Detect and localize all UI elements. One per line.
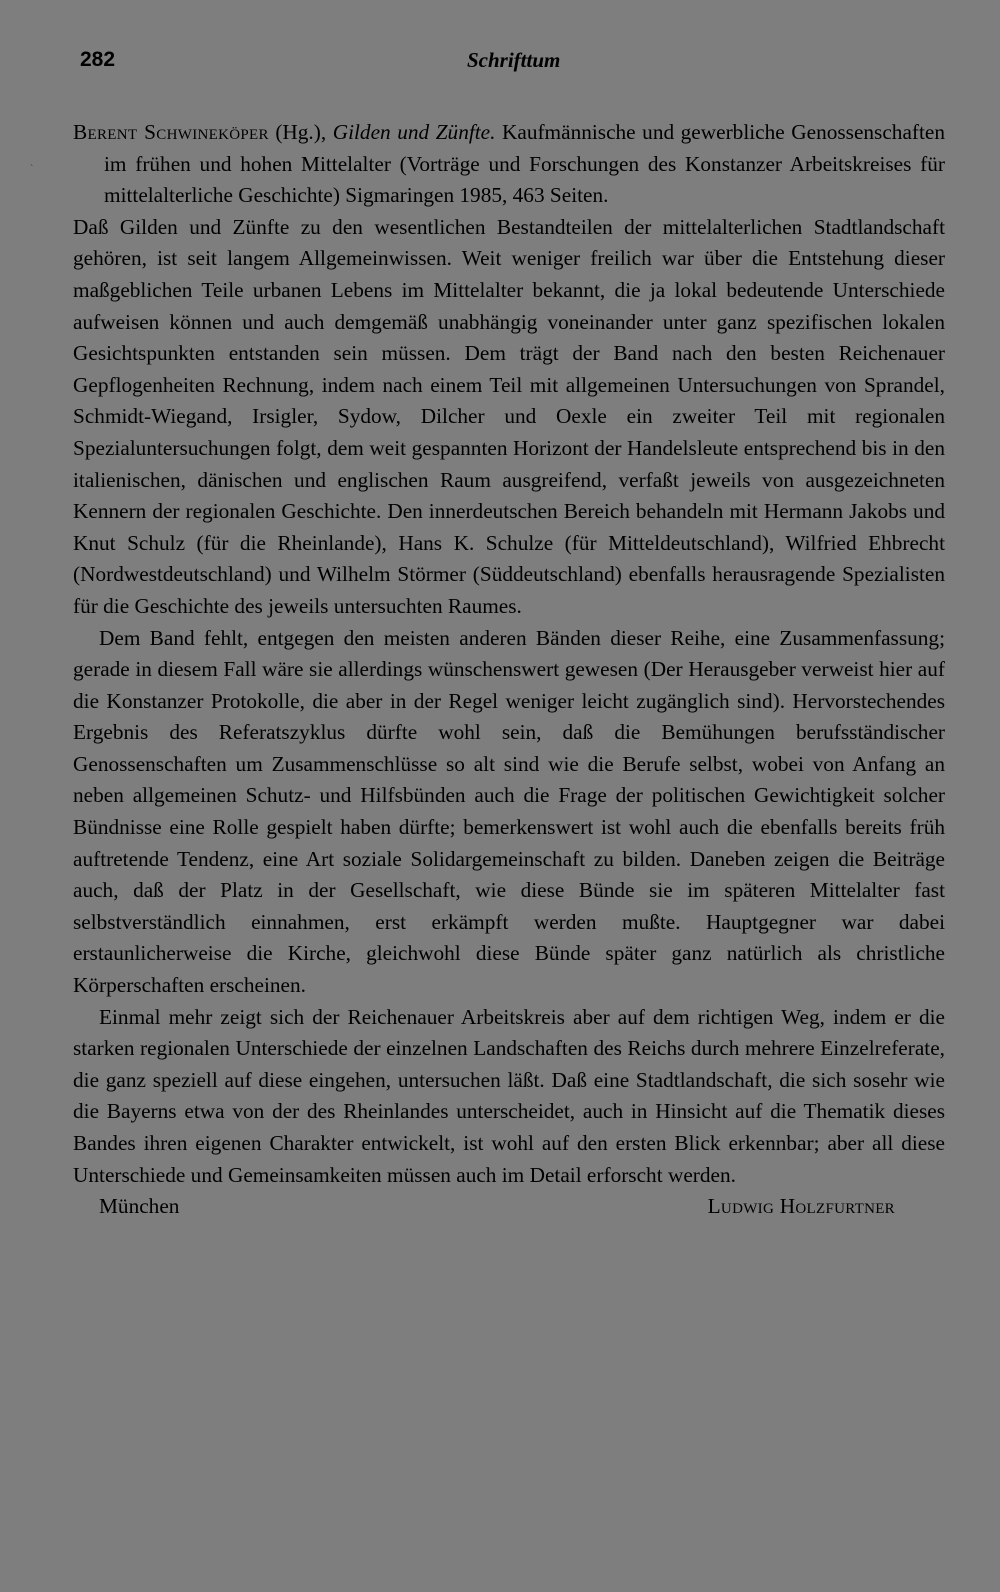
citation-editor-note: (Hg.), bbox=[268, 120, 333, 144]
scan-speck: ` bbox=[30, 164, 34, 175]
review-body bbox=[73, 117, 945, 1223]
page-header bbox=[80, 48, 940, 78]
review-signature bbox=[73, 1191, 945, 1223]
running-title: Schrifttum bbox=[467, 48, 561, 72]
signature-place: München bbox=[99, 1194, 180, 1219]
citation-author: Berent Schwineköper bbox=[73, 120, 269, 144]
page-number: 282 bbox=[80, 48, 116, 71]
bibliographic-citation bbox=[73, 117, 945, 212]
citation-title: Gilden und Zünfte. bbox=[332, 120, 496, 144]
review-paragraph-3: Einmal mehr zeigt sich der Reichenauer Arbeitskreis aber auf dem richtigen Weg, indem er die starken regionalen Unterschiede der einzelnen Landschaften des Reichs durch mehrere Einzelreferate, die ganz speziell auf diese eingehen, untersuchen läßt. Daß eine Stadtlandschaft, die sich sosehr wie die Bayerns etwa von der des Rheinlandes unterscheidet, auch in Hinsicht auf die Thematik dieses Bandes ihren eigenen Charakter entwickelt, ist wohl auf den ersten Blick erkennbar; aber all diese Unterschiede und Gemeinsamkeiten müssen auch im Detail erforscht werden. bbox=[73, 1004, 945, 1187]
signature-author: Ludwig Holzfurtner bbox=[707, 1194, 895, 1219]
review-paragraph-1: Daß Gilden und Zünfte zu den wesentlichen Bestandteilen der mittelalterlichen Stadtlandschaft gehören, ist seit langem Allgemeinwissen. Weit weniger freilich war über die Entstehung dieser maßgeblichen Teile urbanen Lebens im Mittelalter bekannt, die ja lokal bedeutende Unterschiede aufweisen können und auch demgemäß unabhängig voneinander unter ganz spezifischen lokalen Gesichtspunkten entstanden sein müssen. Dem trägt der Band nach den besten Reichenauer Gepflogenheiten Rechnung, indem nach einem Teil mit allgemeinen Untersuchungen von Sprandel, Schmidt-Wiegand, Irsigler, Sydow, Dilcher und Oexle ein zweiter Teil mit regionalen Spezialuntersuchungen folgt, dem weit gespannten Horizont der Handelsleute entsprechend bis in den italienischen, dänischen und englischen Raum ausgreifend, verfaßt jeweils von ausgezeichneten Kennern der regionalen Geschichte. Den innerdeutschen Bereich behandeln mit Hermann Jakobs und Knut Schulz (für die Rheinlande), Hans K. Schulze (für Mitteldeutschland), Wilfried Ehbrecht (Nordwestdeutschland) und Wilhelm Störmer (Süddeutschland) ebenfalls herausragende Spezialisten für die Geschichte des jeweils untersuchten Raumes. bbox=[73, 214, 945, 618]
review-paragraph-2: Dem Band fehlt, entgegen den meisten anderen Bänden dieser Reihe, eine Zusammenfassung; gerade in diesem Fall wäre sie allerdings wünschenswert gewesen (Der Herausgeber verweist hier auf die Konstanzer Protokolle, die aber in der Regel weniger leicht zugänglich sind). Hervorstechendes Ergebnis des Referatszyklus dürfte wohl sein, daß die Bemühungen berufsständischer Genossenschaften um Zusammenschlüsse so alt sind wie die Berufe selbst, wobei von Anfang an neben allgemeinen Schutz- und Hilfsbünden auch die Frage der politischen Gewichtigkeit solcher Bündnisse eine Rolle gespielt haben dürfte; bemerkenswert ist wohl auch die ebenfalls bereits früh auftretende Tendenz, eine Art soziale Solidargemeinschaft zu bilden. Daneben zeigen die Beiträge auch, daß der Platz in der Gesellschaft, wie diese Bünde sie im späteren Mittelalter fast selbstverständlich einnahmen, erst erkämpft werden mußte. Hauptgegner war dabei erstaunlicherweise die Kirche, gleichwohl diese Bünde später ganz natürlich als christliche Körperschaften erscheinen. bbox=[73, 625, 945, 998]
citation-details: Kaufmännische und gewerbliche Genossenschaften im frühen und hohen Mittelalter (Vorträge und Forschungen des Konstanzer Arbeitskreises für mittelalterliche Geschichte) Sigmaringen 1985, 463 Seiten. bbox=[104, 120, 946, 208]
